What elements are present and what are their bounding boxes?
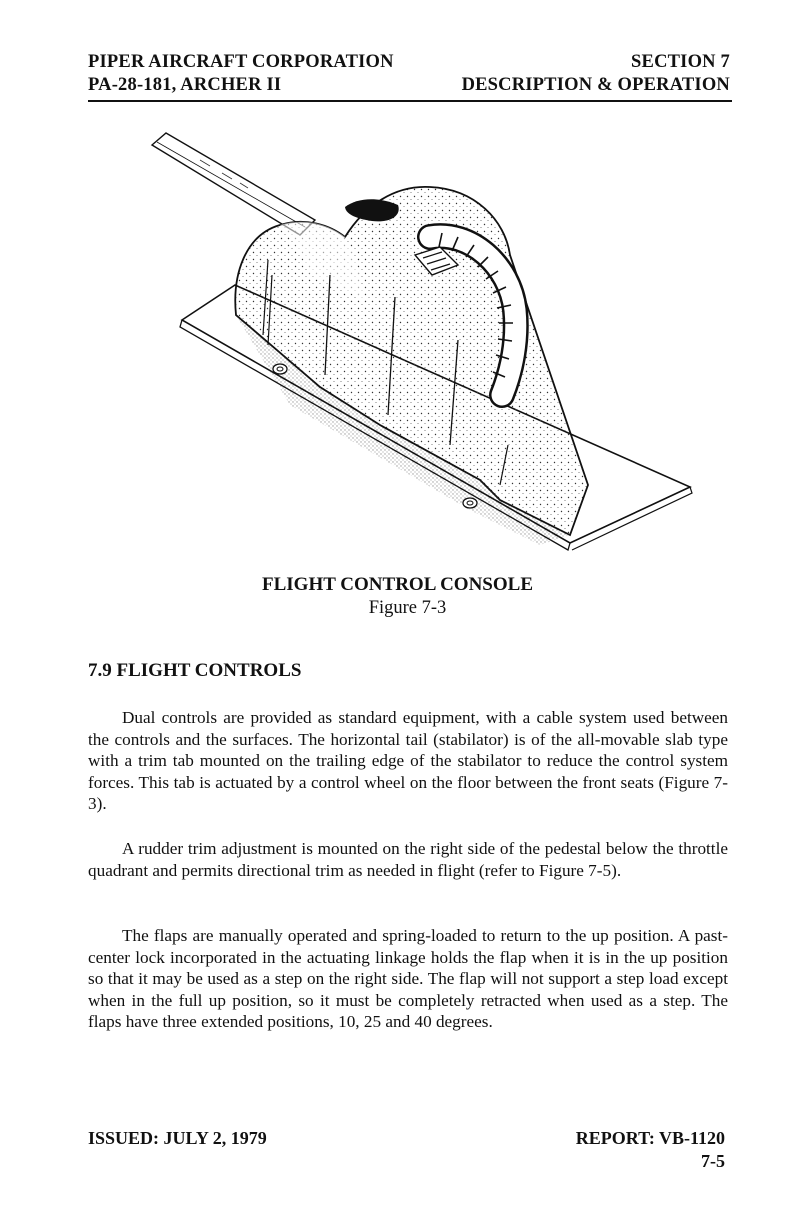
section-label: SECTION 7 xyxy=(631,52,730,72)
paragraph: Dual controls are provided as standard equipment, with a cable system used between the controls and the surfaces. The horizontal tail (stabilator) is of the all-movable slab type with a trim tab mounted on the trailing edge of the stabilator to reduce the control system forces. This tab is actuated by a control wheel on the floor between the front seats (Figure 7-3). xyxy=(88,708,728,813)
aircraft-model: PA-28-181, ARCHER II xyxy=(88,75,282,95)
figure-number: Figure 7-3 xyxy=(368,598,447,618)
paragraph: The flaps are manually operated and spring-loaded to return to the up position. A past-center lock incorporated in the actuating linkage holds the flap when it is in the up position so that it may be used as a step on the right side. The flap will not support a step load except when in the full up position, so it must be completely retracted when used as a step. The flaps have three extended positions, 10, 25 and 40 degrees. xyxy=(88,926,728,1031)
report-number: REPORT: VB-1120 xyxy=(575,1128,725,1148)
paragraph: A rudder trim adjustment is mounted on the right side of the pedestal below the throttle quadrant and permits directional trim as needed in flight (refer to Figure 7-5). xyxy=(88,839,728,880)
section-title: DESCRIPTION & OPERATION xyxy=(461,75,730,95)
flight-control-console-illustration xyxy=(140,125,705,575)
figure-title: FLIGHT CONTROL CONSOLE xyxy=(262,574,533,595)
page-number: 7-5 xyxy=(701,1151,725,1171)
page-header-line-2 xyxy=(88,75,730,96)
mount-screw-left xyxy=(273,364,287,374)
company-name: PIPER AIRCRAFT CORPORATION xyxy=(88,52,394,72)
section-heading: 7.9 FLIGHT CONTROLS xyxy=(88,660,302,681)
header-divider xyxy=(88,100,732,102)
page-header-line-1 xyxy=(88,52,730,73)
issued-date: ISSUED: JULY 2, 1979 xyxy=(88,1128,267,1148)
mount-screw-right xyxy=(463,498,477,508)
